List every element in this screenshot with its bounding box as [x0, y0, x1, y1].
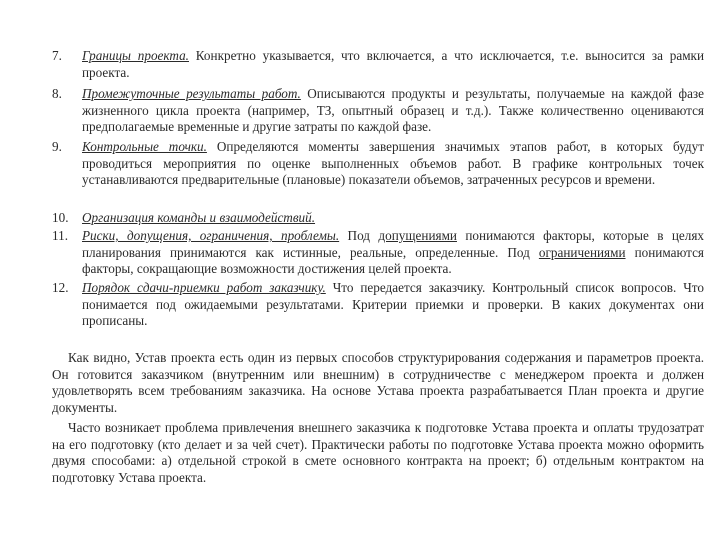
list-item-12 — [52, 280, 704, 330]
item-number: 11. — [52, 228, 68, 243]
item-text: понимаются факторы, которые в целях планирования принимаются как истинные, реальные, определенные. Под — [82, 228, 705, 260]
item-subterm-constraints: ограничениями — [538, 244, 626, 260]
list-item-8 — [52, 86, 704, 136]
item-text: Описываются продукты и результаты, получаемые на каждой фазе жизненного цикла проекта (например, ТЗ, опытный образец и т.д.). Также количественно оцениваются предполагаемые временные и другие затраты по каждой фазе. — [82, 86, 704, 135]
item-term: Риски, допущения, ограничения, проблемы. — [82, 228, 340, 243]
item-term: Промежуточные результаты работ. — [82, 86, 301, 101]
item-number: 10. — [52, 210, 69, 225]
item-number: 9. — [52, 139, 62, 154]
item-body — [82, 86, 704, 136]
item-number: 8. — [52, 86, 62, 101]
item-term: Контрольные точки. — [82, 139, 207, 154]
item-body — [82, 228, 704, 278]
list-item-7 — [52, 48, 704, 81]
item-text: Конкретно указывается, что включается, а что исключается, т.е. выносится за рамки проекта. — [82, 48, 704, 80]
item-term: Организация команды и взаимодействий. — [82, 210, 316, 225]
item-number: 12. — [52, 280, 69, 295]
item-number: 7. — [52, 48, 62, 63]
item-text: Что передается заказчику. Контрольный список вопросов. Что понимается под ожидаемыми результатами. Критерии приемки и проверки. В каких документах они прописаны. — [82, 280, 704, 329]
item-body — [82, 280, 704, 330]
item-text: Под — [339, 228, 379, 243]
list-item-9 — [52, 139, 704, 189]
item-body — [82, 210, 704, 227]
item-body — [82, 139, 704, 189]
paragraph-charter-overview: Как видно, Устав проекта есть один из первых способов структурирования содержания и параметров проекта. Он готовится заказчиком (внутренним или внешним) в сотрудничестве с менеджером проекта и должен удовлетворять всем требованиям заказчика. На основе Устава проекта разрабатывается План проекта и другие документы. — [52, 350, 704, 415]
item-text: понимаются факторы, сокращающие возможности достижения целей проекта. — [82, 244, 704, 277]
item-subterm-assumptions: допущениями — [378, 228, 457, 243]
item-term: Порядок сдачи-приемки работ заказчику. — [82, 280, 326, 295]
list-item-11 — [52, 228, 704, 278]
paragraph-customer-involvement: Часто возникает проблема привлечения внешнего заказчика к подготовке Устава проекта и оплаты трудозатрат на его подготовку (кто делает и за чей счет). Практически работы по подготовке Устава проекта можно оформить двумя способами: а) отдельной строкой в смете основного контракта на проект; б) отдельным контрактом на подготовку Устава проекта. — [52, 420, 704, 485]
item-body — [82, 48, 704, 81]
list-item-10 — [52, 210, 704, 227]
item-text: Определяются моменты завершения значимых этапов работ, в которых будут проводиться мероприятия по оценке выполненных объемов работ. В графике контрольных точек устанавливаются предварительные (плановые) показатели объемов, затраченных ресурсов и времени. — [82, 139, 705, 188]
item-term: Границы проекта. — [82, 48, 189, 63]
